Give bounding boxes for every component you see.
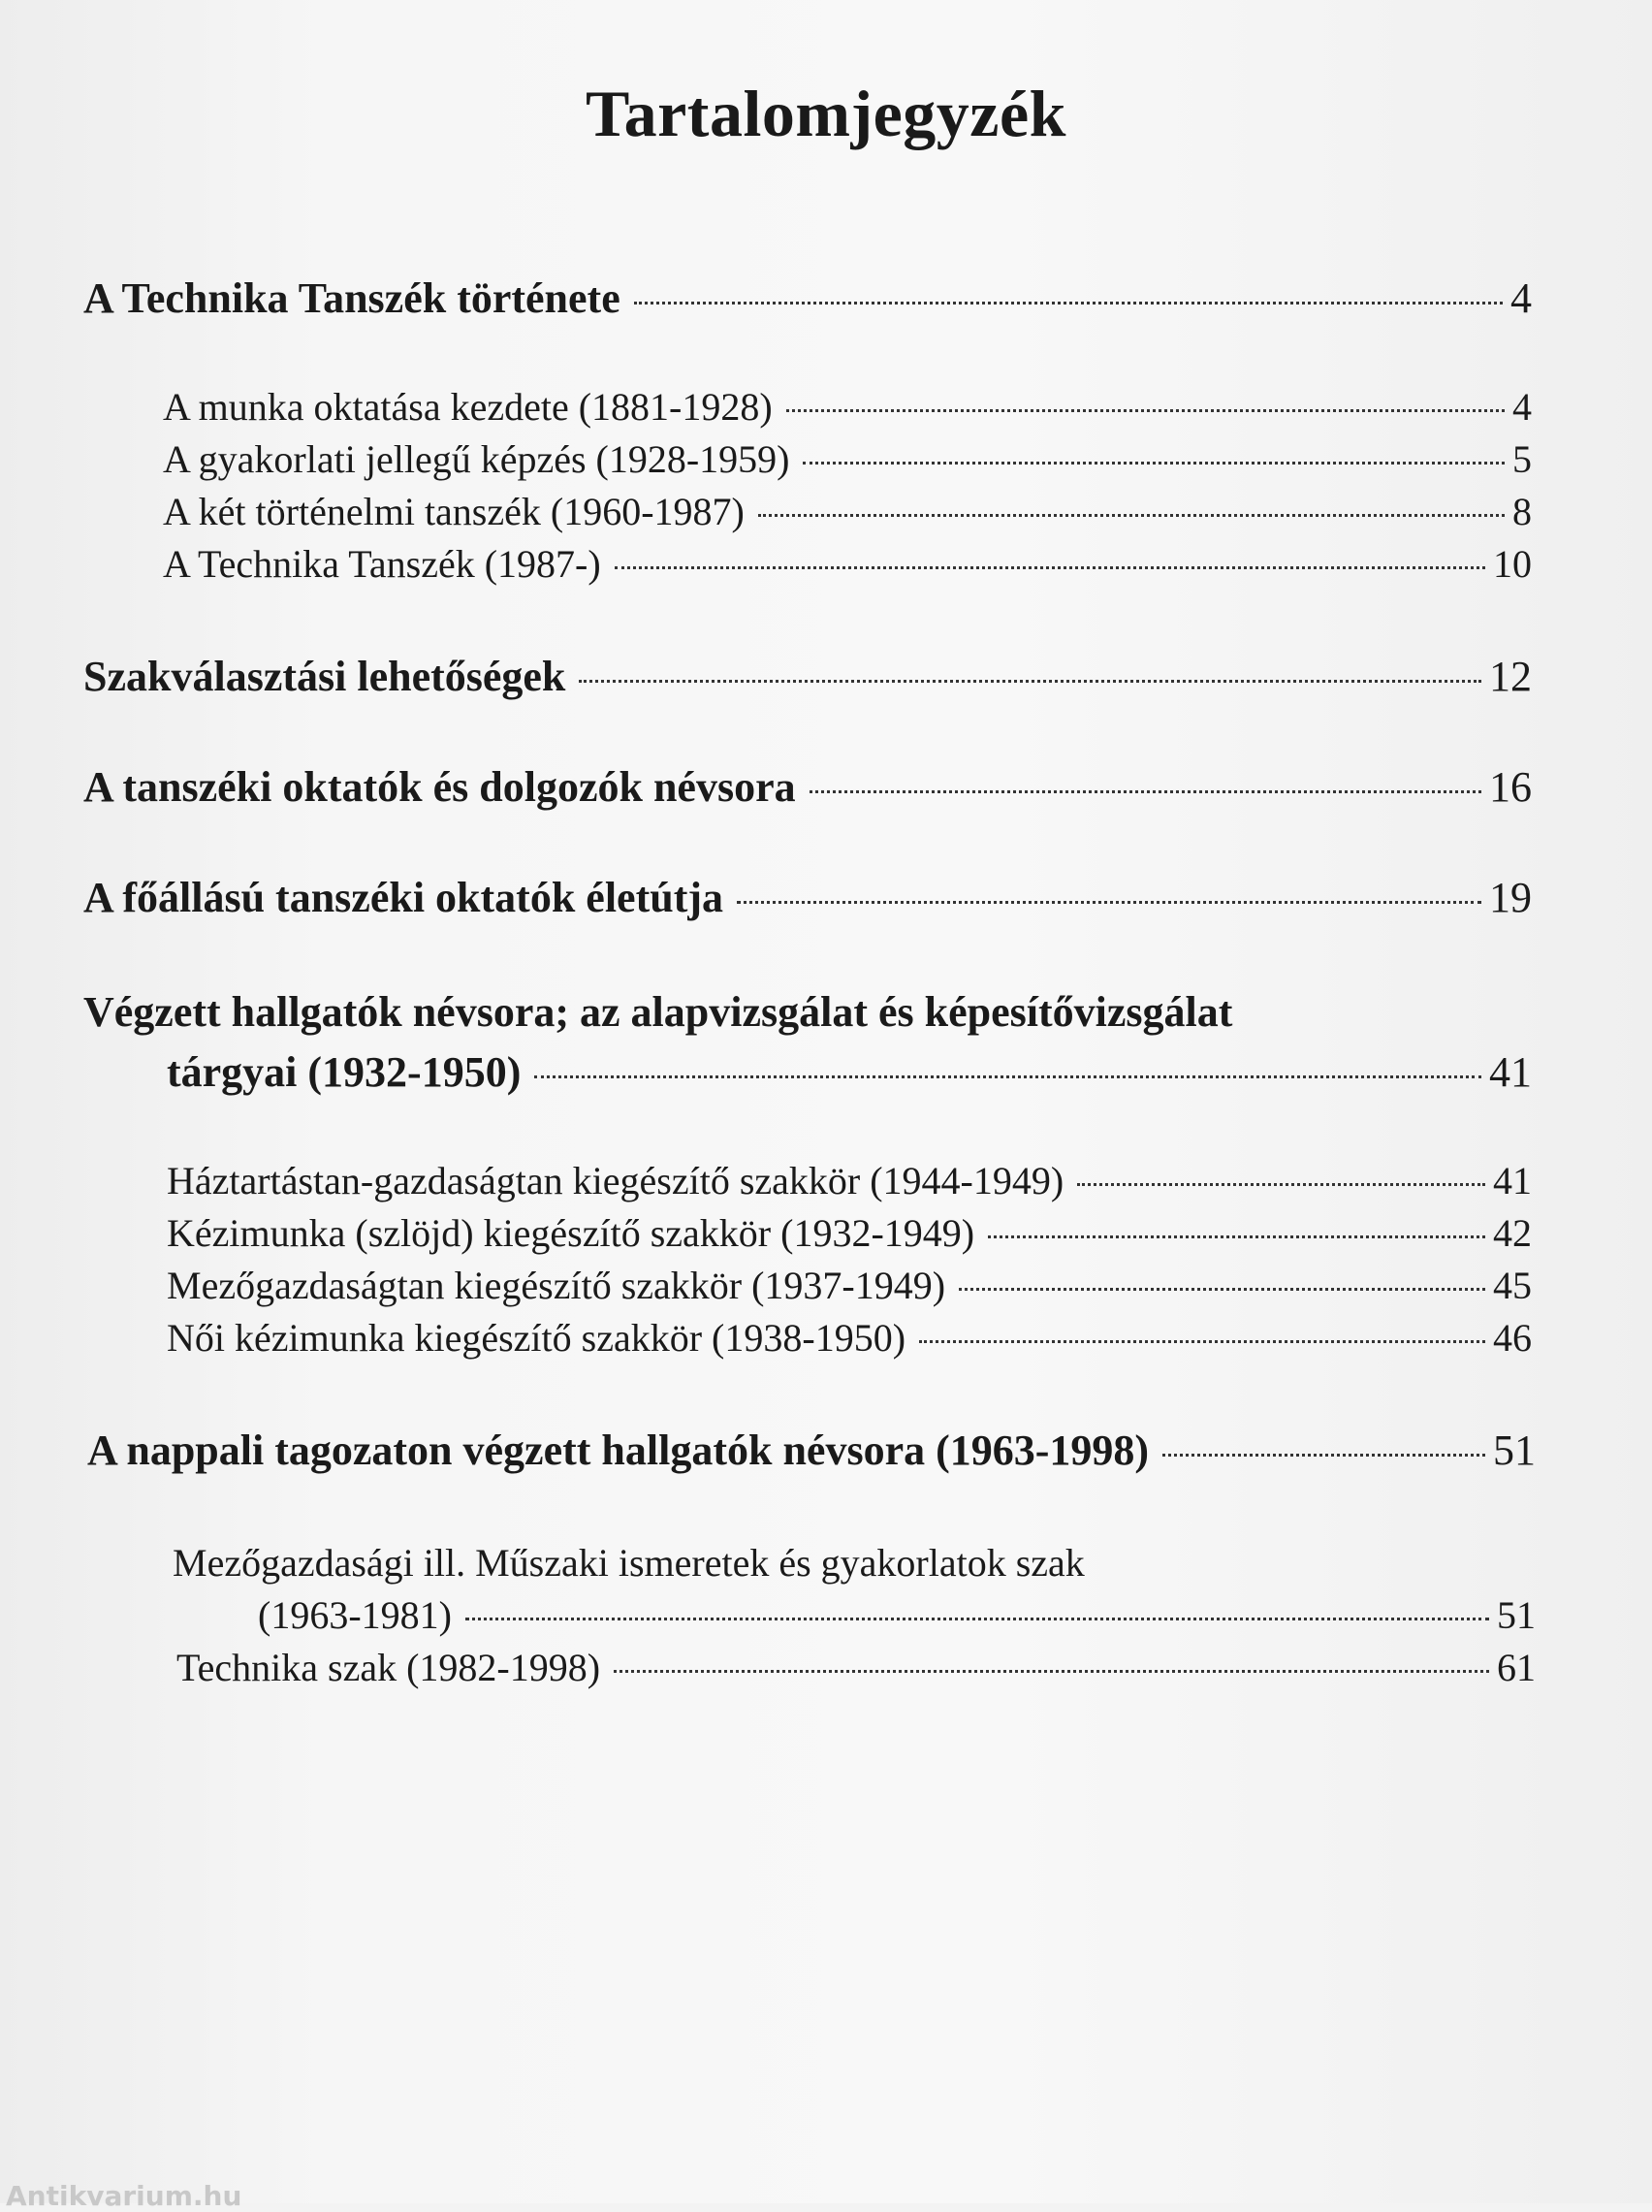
toc-page-number: 5 [1512, 437, 1532, 481]
toc-page-number: 4 [1512, 385, 1532, 429]
toc-entry-foallasu-oktatok[interactable] [83, 873, 1532, 922]
toc-entry-munka-oktatasa[interactable] [163, 384, 1532, 430]
toc-entry-label: Háztartástan-gazdaságtan kiegészítő szakkör (1944-1949) [167, 1159, 1064, 1202]
toc-page-number: 45 [1493, 1264, 1532, 1307]
toc-entry-technika-szak[interactable] [176, 1645, 1536, 1690]
dot-leader [579, 680, 1481, 683]
toc-entry-label: A főállású tanszéki oktatók életútja [83, 874, 723, 921]
dot-leader [614, 1670, 1489, 1673]
toc-entry-gyakorlati-jellegu[interactable] [163, 436, 1532, 482]
toc-entry-vegzett-hallgatok[interactable] [167, 1047, 1532, 1097]
toc-entry-label: A nappali tagozaton végzett hallgatók névsora (1963-1998) [87, 1427, 1150, 1474]
toc-entry-noi-kezimunka[interactable] [167, 1315, 1532, 1361]
toc-page-number: 16 [1489, 763, 1532, 811]
toc-page-number: 41 [1493, 1159, 1532, 1202]
toc-page-number: 4 [1510, 274, 1532, 322]
toc-entry-haztartastan[interactable] [167, 1158, 1532, 1203]
toc-entry-label: A két történelmi tanszék (1960-1987) [163, 490, 745, 533]
page-title: Tartalomjegyzék [586, 77, 1066, 150]
toc-entry-label: Mezőgazdaságtan kiegészítő szakkör (1937-1949) [167, 1264, 946, 1307]
dot-leader [1077, 1183, 1485, 1186]
toc-page-number: 12 [1489, 653, 1532, 700]
toc-entry-vegzett-hallgatok-line1[interactable]: Végzett hallgatók névsora; az alapvizsgálat és képesítővizsgálat [83, 988, 1233, 1036]
toc-page-number: 51 [1493, 1427, 1536, 1474]
toc-entry-label: A tanszéki oktatók és dolgozók névsora [83, 763, 796, 811]
toc-entry-label: A gyakorlati jellegű képzés (1928-1959) [163, 437, 790, 481]
dot-leader [634, 302, 1503, 305]
toc-entry-mezogazdasagtan[interactable] [167, 1263, 1532, 1308]
toc-entry-technika-tanszek-1987[interactable] [163, 541, 1532, 587]
toc-page-number: 51 [1497, 1593, 1536, 1637]
toc-page-number: 41 [1489, 1048, 1532, 1096]
toc-entry-label: A munka oktatása kezdete (1881-1928) [163, 385, 773, 429]
toc-entry-label: Női kézimunka kiegészítő szakkör (1938-1950) [167, 1316, 906, 1360]
toc-entry-label: A Technika Tanszék története [83, 274, 620, 322]
toc-entry-mezogazdasagi-ill-line1[interactable]: Mezőgazdasági ill. Műszaki ismeretek és gyakorlatok szak [173, 1541, 1085, 1585]
toc-entry-label: Kézimunka (szlöjd) kiegészítő szakkör (1932-1949) [167, 1211, 975, 1255]
toc-page-number: 46 [1493, 1316, 1532, 1360]
toc-page-number: 10 [1493, 542, 1532, 586]
toc-page-number: 42 [1493, 1211, 1532, 1255]
toc-entry-szakvalasztasi[interactable] [83, 652, 1532, 701]
dot-leader [534, 1075, 1481, 1078]
dot-leader [758, 514, 1505, 517]
dot-leader [465, 1618, 1489, 1620]
toc-entry-label: tárgyai (1932-1950) [167, 1048, 522, 1096]
dot-leader [1162, 1454, 1485, 1457]
watermark-text: Antikvarium.hu [6, 2180, 242, 2212]
dot-leader [803, 462, 1505, 465]
dot-leader [737, 901, 1481, 904]
toc-page-number: 19 [1489, 874, 1532, 921]
toc-entry-oktatok-dolgozok[interactable] [83, 762, 1532, 812]
toc-page-number: 8 [1512, 490, 1532, 533]
dot-leader [919, 1340, 1485, 1343]
dot-leader [810, 790, 1481, 793]
toc-entry-technika-tanszek-tortenete[interactable] [83, 273, 1532, 323]
toc-entry-label: (1963-1981) [258, 1593, 452, 1637]
toc-entry-nappali-tagozat[interactable] [87, 1426, 1536, 1475]
dot-leader [786, 409, 1505, 412]
toc-entry-label: A Technika Tanszék (1987-) [163, 542, 601, 586]
toc-entry-label: Technika szak (1982-1998) [176, 1646, 601, 1689]
dot-leader [959, 1288, 1485, 1291]
dot-leader [988, 1235, 1485, 1238]
toc-entry-label: Szakválasztási lehetőségek [83, 653, 566, 700]
dot-leader [615, 566, 1485, 569]
toc-page-number: 61 [1497, 1646, 1536, 1689]
toc-entry-mezogazdasagi-ill[interactable] [258, 1592, 1536, 1638]
toc-entry-kezimunka-szlojd[interactable] [167, 1210, 1532, 1256]
toc-entry-ket-tortenelmi[interactable] [163, 489, 1532, 534]
